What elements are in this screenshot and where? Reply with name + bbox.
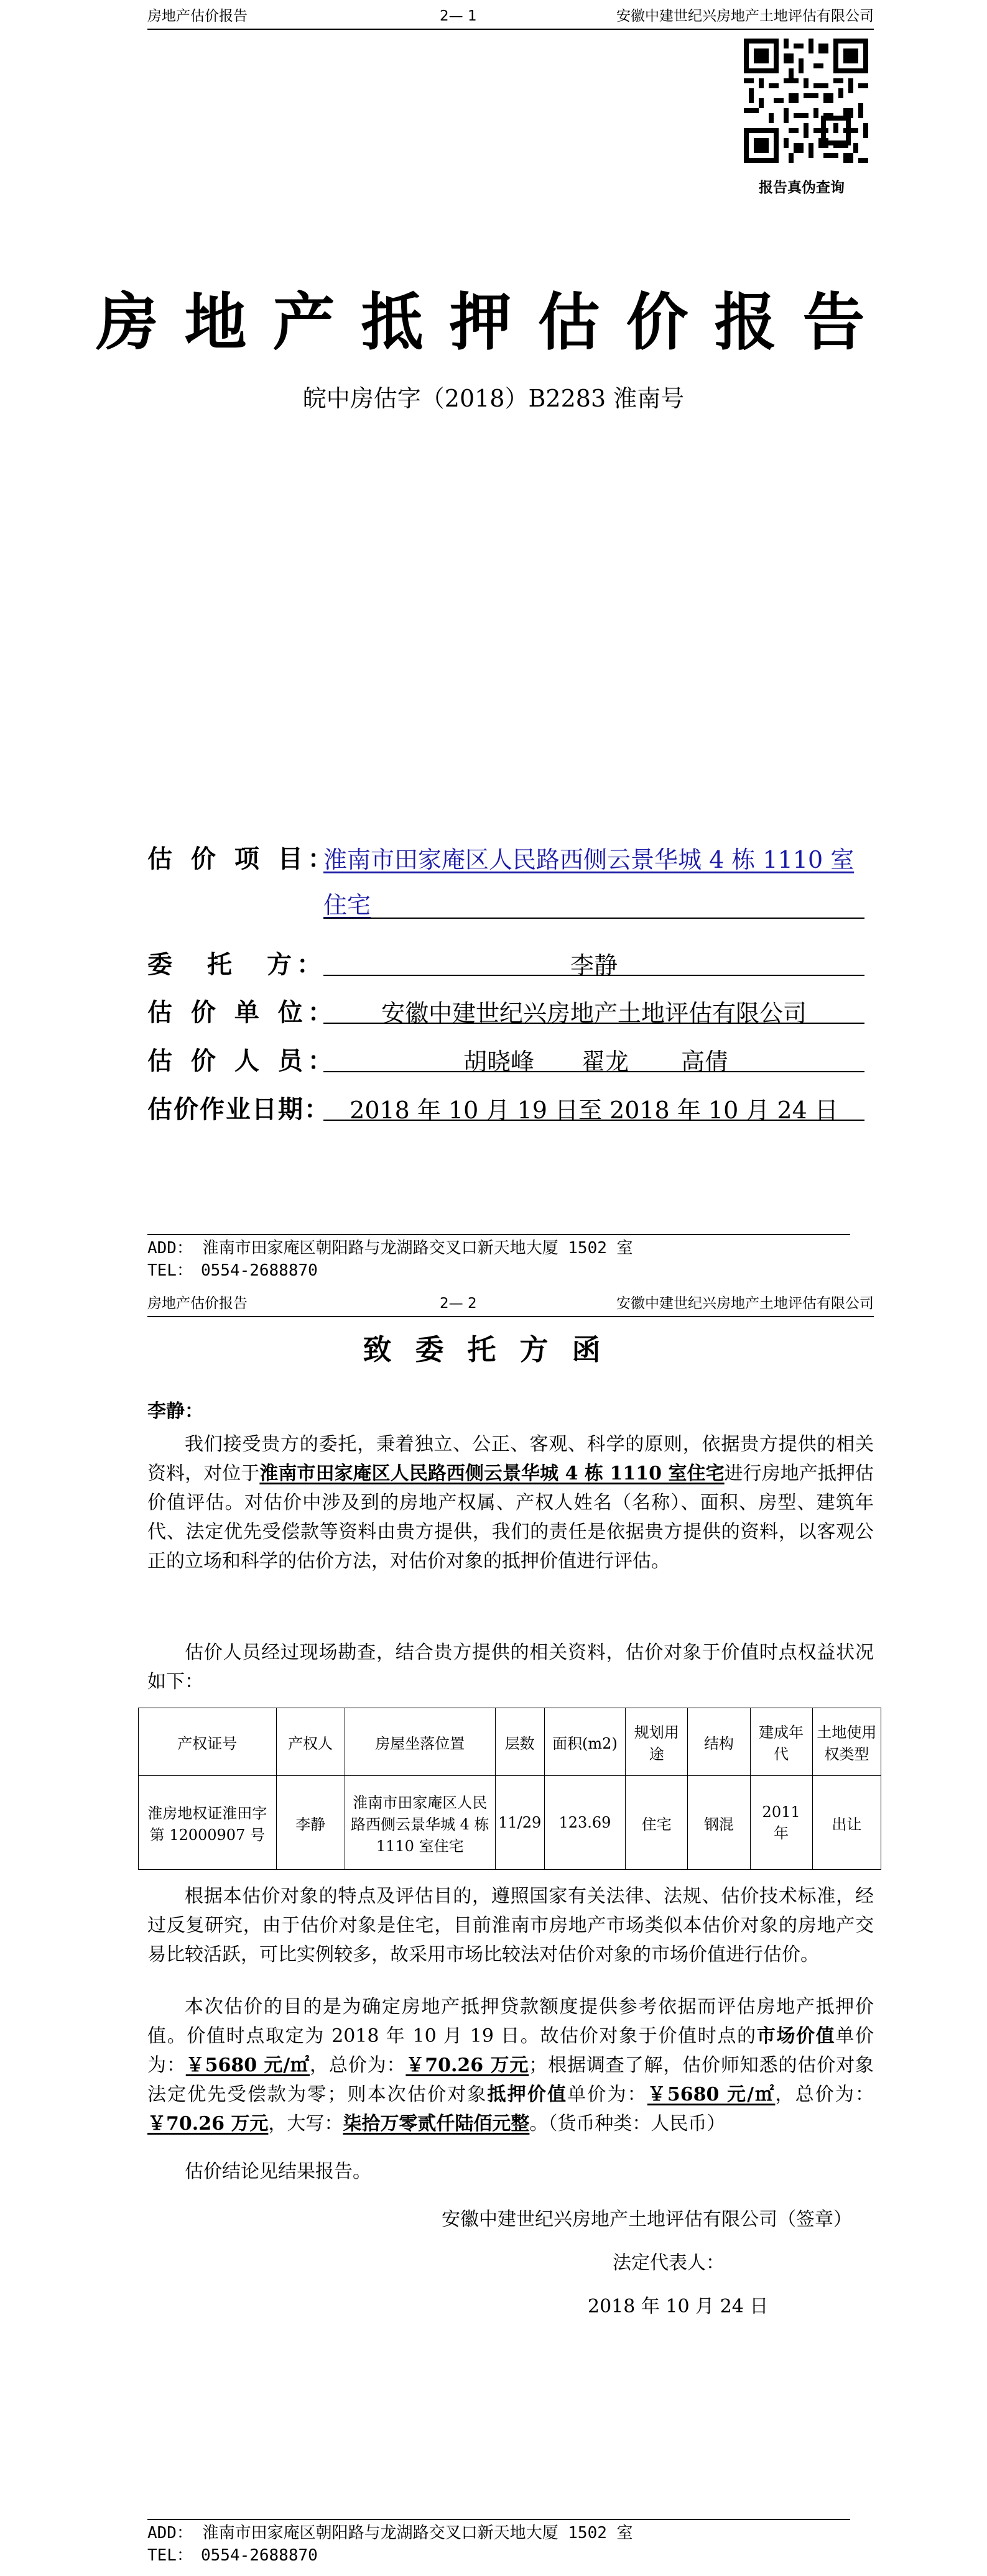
valuation-text: ，总价为： (310, 2054, 406, 2076)
valuation-text: ，总价为： (775, 2084, 874, 2105)
cell-area: 123.69 (544, 1776, 626, 1870)
col-floors: 层数 (495, 1708, 544, 1776)
col-area: 面积(m2) (544, 1708, 626, 1776)
client-underline (323, 975, 864, 976)
valuation-text: 单价为： (567, 2084, 647, 2105)
table-row (139, 1776, 881, 1870)
appraisers-underline (323, 1071, 864, 1072)
table-header-row (139, 1708, 881, 1776)
footer-divider (147, 1234, 850, 1235)
client-label: 委 托 方： (147, 950, 327, 979)
page2-footer (147, 2522, 633, 2567)
footer-address: ADD： 淮南市田家庵区朝阳路与龙湖路交叉口新天地大厦 1502 室 (147, 2524, 633, 2542)
cell-land-use-type: 出让 (812, 1776, 881, 1870)
paragraph-method: 根据本估价对象的特点及评估目的，遵照国家有关法律、法规、估价技术标准，经过反复研究，由于估价对象是住宅，目前淮南市房地产市场类似本估价对象的房地产交易比较活跃，可比实例较多，故采用市场比较法对估价对象的市场价值进行估价。 (147, 1885, 874, 1966)
project-value[interactable] (323, 840, 854, 875)
property-address: 淮南市田家庵区人民路西侧云景华城 4 栋 1110 室住宅 (259, 1463, 725, 1484)
col-certificate-number: 产权证号 (139, 1708, 277, 1776)
project-value-line2[interactable]: 住宅 (323, 891, 371, 919)
footer-divider (147, 2519, 850, 2520)
paragraph-intro (147, 1430, 874, 1576)
col-owner: 产权人 (276, 1708, 345, 1776)
valuation-text: ；根据调查了解，估价师知悉的估价对象法定优先受偿款为零；则本次估价对象 (147, 2054, 874, 2105)
mortgage-value-term: 抵押价值 (487, 2084, 568, 2105)
col-structure: 结构 (688, 1708, 750, 1776)
footer-tel: TEL： 0554-2688870 (147, 1261, 318, 1280)
header-report-name: 房地产估价报告 (147, 8, 248, 24)
paragraph-conclusion: 估价结论见结果报告。 (185, 2161, 371, 2183)
header-company: 安徽中建世纪兴房地产土地评估有限公司 (616, 8, 874, 24)
cell-planned-use: 住宅 (626, 1776, 688, 1870)
appraiser-1: 胡晓峰 (463, 1048, 535, 1075)
project-value-continued[interactable] (323, 886, 371, 920)
appraisers-label: 估 价 人 员： (147, 1047, 338, 1075)
report-title: 房地产抵押估价报告 (96, 286, 891, 359)
col-built-year: 建成年代 (750, 1708, 812, 1776)
appraiser-org-label: 估 价 单 位： (147, 998, 338, 1027)
cell-built-year: 2011 年 (750, 1776, 812, 1870)
valuation-text: ，大写： (268, 2113, 343, 2135)
cell-structure: 钢混 (688, 1776, 750, 1870)
page1-footer (147, 1237, 633, 1282)
appraiser-org-underline (323, 1023, 864, 1024)
work-date-value: 2018 年 10 月 19 日至 2018 年 10 月 24 日 (350, 1097, 838, 1124)
mortgage-unit-price: ￥5680 元/㎡ (647, 2084, 776, 2105)
col-planned-use: 规划用途 (626, 1708, 688, 1776)
project-value-line1[interactable]: 淮南市田家庵区人民路西侧云景华城 4 栋 1110 室 (323, 846, 855, 873)
header-report-name: 房地产估价报告 (147, 1295, 248, 1312)
header-divider (147, 1316, 874, 1317)
mortgage-total-price: ￥70.26 万元 (147, 2113, 269, 2135)
valuation-text: 本次估价的目的是为确定房地产抵押贷款额度提供参考依据而评估房地产抵押价值。价值时点取定为 2018 年 10 月 19 日。故估价对象于价值时点的 (147, 1996, 874, 2047)
signature-representative: 法定代表人： (613, 2252, 725, 2274)
paragraph-valuation (147, 1992, 874, 2138)
property-rights-table (138, 1708, 881, 1870)
header-company: 安徽中建世纪兴房地产土地评估有限公司 (616, 1295, 874, 1312)
amount-in-words: 柒拾万零贰仟陆佰元整 (343, 2113, 530, 2135)
qr-caption: 报告真伪查询 (759, 180, 845, 196)
appraiser-org-value: 安徽中建世纪兴房地产土地评估有限公司 (381, 1000, 807, 1027)
footer-tel: TEL： 0554-2688870 (147, 2546, 318, 2565)
col-land-use-type: 土地使用权类型 (812, 1708, 881, 1776)
cell-certificate-number: 淮房地权证淮田字第 12000907 号 (139, 1776, 277, 1870)
appraiser-2: 翟龙 (582, 1048, 629, 1075)
footer-address: ADD： 淮南市田家庵区朝阳路与龙湖路交叉口新天地大厦 1502 室 (147, 1239, 633, 1258)
qr-code-icon[interactable] (744, 39, 868, 163)
document-number: 皖中房估字（2018）B2283 淮南号 (302, 385, 685, 412)
header-divider (147, 29, 874, 30)
market-unit-price: ￥5680 元/㎡ (185, 2054, 310, 2076)
work-date-label: 估价作业日期： (147, 1095, 330, 1124)
currency-note: 。（货币种类：人民币） (529, 2113, 726, 2135)
cell-owner: 李静 (276, 1776, 345, 1870)
letter-title: 致委托方函 (363, 1333, 624, 1366)
header-page-number: 2— 1 (440, 8, 477, 24)
cell-location: 淮南市田家庵区人民路西侧云景华城 4 栋 1110 室住宅 (345, 1776, 495, 1870)
paragraph-survey: 估价人员经过现场勘查，结合贵方提供的相关资料，估价对象于价值时点权益状况如下： (147, 1642, 874, 1693)
appraiser-3: 高倩 (681, 1048, 729, 1075)
project-underline (323, 918, 864, 919)
salutation: 李静： (147, 1401, 203, 1422)
cell-floors: 11/29 (495, 1776, 544, 1870)
market-value-term: 市场价值 (756, 2025, 836, 2047)
valuation-text: 单价为： (147, 2025, 874, 2076)
project-label: 估 价 项 目： (147, 845, 338, 873)
signature-date: 2018 年 10 月 24 日 (588, 2296, 769, 2317)
market-total-price: ￥70.26 万元 (405, 2054, 529, 2076)
signature-company: 安徽中建世纪兴房地产土地评估有限公司（签章） (442, 2209, 852, 2230)
col-location: 房屋坐落位置 (345, 1708, 495, 1776)
header-page-number: 2— 2 (440, 1295, 477, 1312)
client-value: 李静 (570, 952, 618, 979)
intro-text-continued: 进行房地产抵押估价值评估。对估价中涉及到的房地产权属、产权人姓名（名称）、面积、房型、建筑年代、法定优先受偿款等资料由贵方提供，我们的责任是依据贵方提供的资料，以客观公正的立场和科学的估价方法，对估价对象的抵押价值进行评估。 (147, 1463, 874, 1572)
intro-text: 我们接受贵方的委托，秉着独立、公正、客观、科学的原则，依据贵方提供的相关资料，对位于 (147, 1433, 874, 1484)
work-date-underline (323, 1120, 864, 1121)
